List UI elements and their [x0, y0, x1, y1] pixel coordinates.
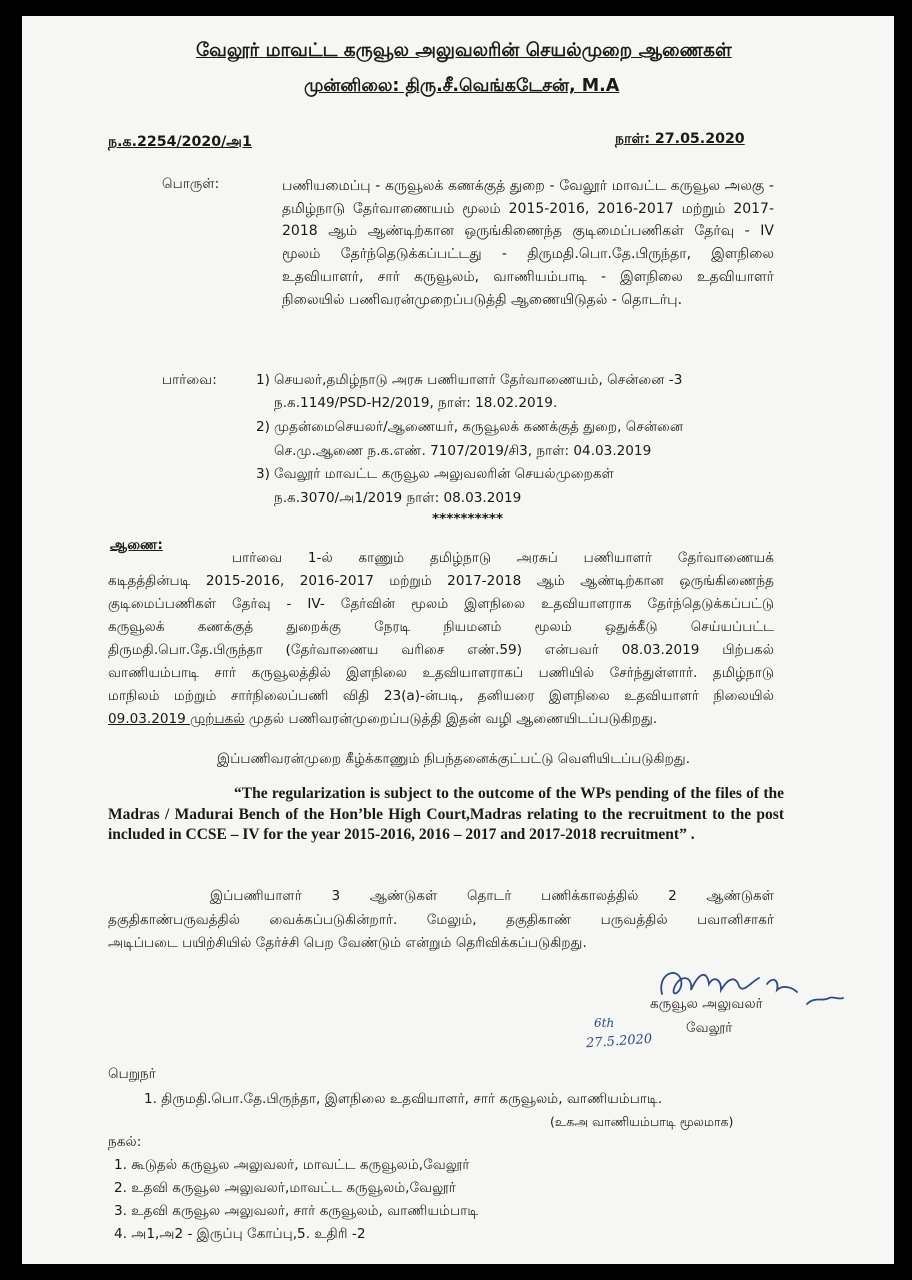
reference-2-line1: முதன்மைசெயலர்/ஆணையர், கருவூலக் கணக்குத் துறை, சென்னை: [274, 419, 684, 435]
recipient-item: 1. திருமதி.பொ.தே.பிருந்தா, இளநிலை உதவியாளர், சார் கருவூலம், வாணியம்பாடி.: [144, 1091, 663, 1107]
subject-text: பணியமைப்பு - கருவூலக் கணக்குத் துறை - வேலூர் மாவட்ட கருவூல அலகு - தமிழ்நாடு தேர்வாணையம் மூலம் 2015-2016, 2016-2017 மற்றும் 2017-2018 ஆம் ஆண்டிற்கான ஒருங்கிணைந்த குடிமைப்பணிகள் தேர்வு - IV மூலம் தேர்ந்தெடுக்கப்பட்டது - திருமதி.பொ.தே.பிருந்தா, இளநிலை உதவியாளர், சார் கருவூலம், வாணியம்பாடி - இளநிலை உதவியாளர் நிலையில் பணிவரன்முறைப்படுத்தி ஆணையிடுதல் - தொடர்பு.: [282, 178, 774, 308]
handwritten-initial: 6th: [594, 1016, 615, 1030]
recipient-via: (உகஅ வாணியம்பாடி மூலமாக): [550, 1114, 734, 1129]
copy-to-item-2: 2. உதவி கருவூல அலுவலர்,மாவட்ட கருவூலம்,வேலூர்: [114, 1180, 456, 1196]
subject-label: பொருள்:: [162, 176, 220, 192]
signatory-designation: கருவூல அலுவலர்: [650, 996, 763, 1012]
order-para-line-8-rest: முதல் பணிவரன்முறைப்படுத்தி இதன் வழி ஆணையிடப்படுகிறது.: [244, 711, 658, 727]
presence-line: முன்னிலை: திரு.சீ.வெங்கடேசன், M.A: [304, 76, 620, 96]
reference-2-line2: செ.மு.ஆணை ந.க.எண். 7107/2019/சி3, நாள்: 04.03.2019: [274, 443, 652, 459]
officer-signature: [647, 956, 847, 1026]
reference-1-num: 1): [256, 372, 270, 388]
order-para-line-3: குடிமைப்பணிகள் தேர்வு - IV- தேர்வின் மூலம் இளநிலை உதவியாளராக தேர்ந்தெடுக்கப்பட்டு: [108, 596, 774, 612]
handwritten-date: 27.5.2020: [585, 1031, 653, 1052]
english-condition-quote: “The regularization is subject to the outcome of the WPs pending of the files of the Madras / Madurai Bench of the Hon’ble High Court,Madras relating to the recruitment to the post included in CCSE – IV for the year 2015-2016, 2016 – 2017 and 2017-2018 recruitment” .: [108, 785, 784, 843]
references-label: பார்வை:: [162, 372, 217, 388]
reference-3-line1: வேலூர் மாவட்ட கருவூல அலுவலரின் செயல்முறைகள்: [274, 466, 614, 482]
order-para-line-5: திருமதி.பொ.தே.பிருந்தா (தேர்வாணைய வரிசை எண்.59) என்பவர் 08.03.2019 பிற்பகல்: [108, 642, 774, 658]
reference-3-num: 3): [256, 466, 270, 482]
effective-date-underlined: 09.03.2019 முற்பகல்: [108, 711, 245, 727]
copy-to-item-4: 4. அ1,அ2 - இருப்பு கோப்பு,5. உதிரி -2: [114, 1226, 366, 1242]
copy-to-item-3: 3. உதவி கருவூல அலுவலர், சார் கருவூலம், வாணியம்பாடி: [114, 1203, 479, 1219]
order-para-line-4: கருவூலக் கணக்குத் துறைக்கு நேரடி நியமனம் மூலம் ஒதுக்கீடு செய்யப்பட்ட: [108, 619, 774, 635]
condition-line: இப்பணிவரன்முறை கீழ்க்காணும் நிபந்தனைக்குட்பட்டு வெளியிடப்படுகிறது.: [217, 751, 691, 767]
separator-stars: **********: [432, 511, 504, 527]
order-para-line-6: வாணியம்பாடி சார் கருவூலத்தில் இளநிலை உதவியாளராகப் பணியில் சேர்ந்துள்ளார். தமிழ்நாடு: [108, 665, 774, 681]
order-date: நாள்: 27.05.2020: [615, 131, 745, 147]
order-para-line-2: கடிதத்தின்படி 2015-2016, 2016-2017 மற்றும் 2017-2018 ஆம் ஆண்டிற்கான ஒருங்கிணைந்த: [108, 573, 774, 589]
order-para-line-1: பார்வை 1-ல் காணும் தமிழ்நாடு அரசுப் பணியாளர் தேர்வாணையக்: [232, 550, 774, 566]
probation-line-1: இப்பணியாளர் 3 ஆண்டுகள் தொடர் பணிக்காலத்தில் 2 ஆண்டுகள்: [210, 888, 774, 904]
copy-to-label: நகல்:: [108, 1134, 142, 1150]
probation-line-2: தகுதிகாண்பருவத்தில் வைக்கப்படுகின்றார். மேலும், தகுதிகாண் பருவத்தில் பவானிசாகர்: [108, 912, 774, 928]
reference-2-num: 2): [256, 419, 270, 435]
reference-1-line2: ந.க.1149/PSD-H2/2019, நாள்: 18.02.2019.: [274, 395, 558, 411]
order-label: ஆணை:: [110, 537, 163, 553]
reference-number: ந.க.2254/2020/அ1: [108, 134, 252, 150]
probation-line-3: அடிப்படை பயிற்சியில் தேர்ச்சி பெற வேண்டும் என்றும் தெரிவிக்கப்படுகிறது.: [108, 935, 587, 951]
recipient-label: பெறுநர்: [108, 1066, 156, 1082]
document-title: வேலூர் மாவட்ட கருவூல அலுவலரின் செயல்முறை ஆணைகள்: [196, 40, 732, 61]
order-para-line-7: மாநிலம் மற்றும் சார்நிலைப்பணி விதி 23(a)-ன்படி, தனியரை இளநிலை உதவியாளர் நிலையில்: [108, 688, 774, 704]
signatory-place: வேலூர்: [686, 1020, 733, 1036]
document-page: [22, 16, 894, 1264]
order-para-line-8: [108, 711, 657, 729]
copy-to-item-1: 1. கூடுதல் கருவூல அலுவலர், மாவட்ட கருவூலம்,வேலூர்: [114, 1157, 470, 1173]
reference-1-line1: செயலர்,தமிழ்நாடு அரசு பணியாளர் தேர்வாணையம், சென்னை -3: [274, 372, 683, 388]
reference-3-line2: ந.க.3070/அ1/2019 நாள்: 08.03.2019: [274, 490, 522, 506]
